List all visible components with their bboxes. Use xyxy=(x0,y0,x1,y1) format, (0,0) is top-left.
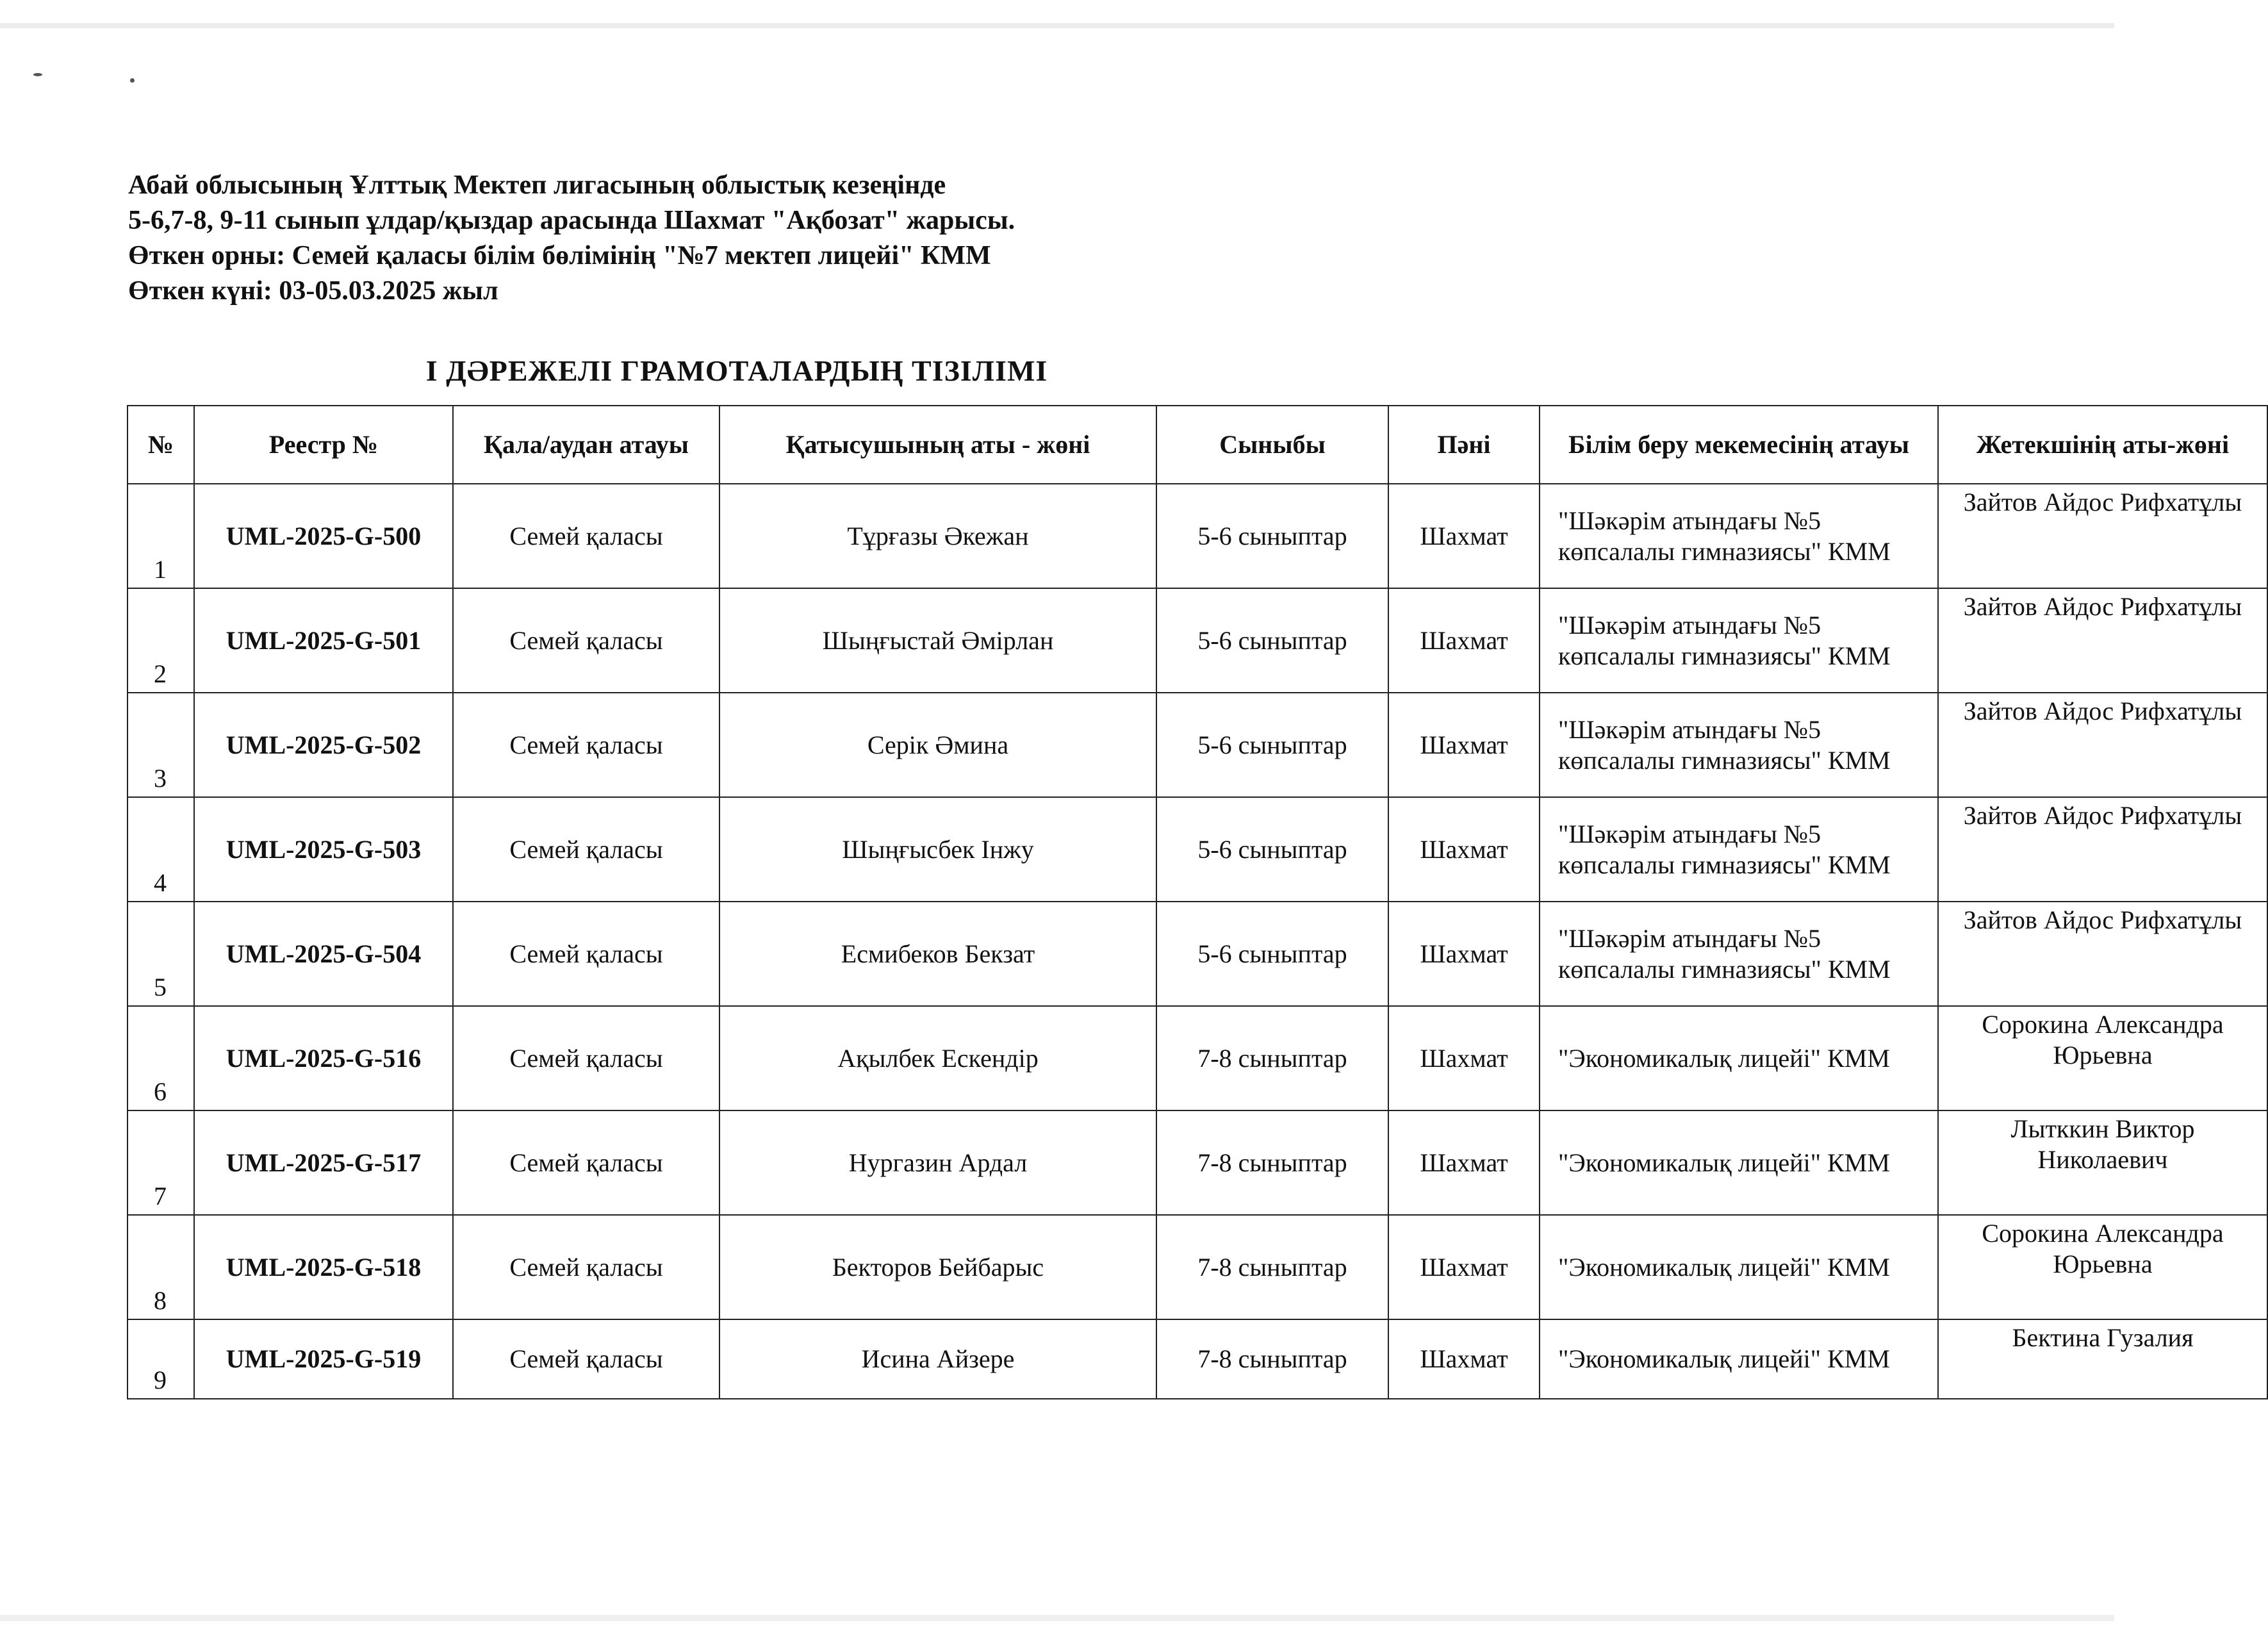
table-body xyxy=(127,484,2267,1399)
school-cell: "Экономикалық лицейі" КММ xyxy=(1540,1215,1938,1319)
participant-name-cell: Ақылбек Ескендір xyxy=(719,1006,1156,1110)
school-cell: "Экономикалық лицейі" КММ xyxy=(1540,1006,1938,1110)
row-number-cell: 7 xyxy=(127,1110,194,1215)
city-cell: Семей қаласы xyxy=(453,902,719,1006)
leader-cell: Зайтов Айдос Рифхатұлы xyxy=(1938,902,2267,1006)
school-cell: "Шәкәрім атындағы №5 көпсалалы гимназиясы" КММ xyxy=(1540,797,1938,902)
grade-cell: 5-6 сыныптар xyxy=(1156,902,1388,1006)
scan-edge-bottom xyxy=(0,1615,2114,1621)
table-header-row xyxy=(127,406,2267,484)
grade-cell: 5-6 сыныптар xyxy=(1156,693,1388,797)
column-header-number: № xyxy=(127,406,194,484)
grade-cell: 5-6 сыныптар xyxy=(1156,484,1388,588)
registry-number-cell: UML-2025-G-504 xyxy=(194,902,453,1006)
subject-cell: Шахмат xyxy=(1388,797,1540,902)
scan-speck xyxy=(130,78,135,83)
leader-cell: Лытккин Виктор Николаевич xyxy=(1938,1110,2267,1215)
table-row xyxy=(127,484,2267,588)
leader-cell: Бектина Гузалия xyxy=(1938,1319,2267,1399)
city-cell: Семей қаласы xyxy=(453,1319,719,1399)
header-line: 5-6,7-8, 9-11 сынып ұлдар/қыздар арасында Шахмат "Ақбозат" жарысы. xyxy=(128,206,1015,235)
registry-number-cell: UML-2025-G-501 xyxy=(194,588,453,693)
city-cell: Семей қаласы xyxy=(453,588,719,693)
table-row xyxy=(127,1215,2267,1319)
participant-name-cell: Серік Әмина xyxy=(719,693,1156,797)
registry-number-cell: UML-2025-G-517 xyxy=(194,1110,453,1215)
row-number-cell: 2 xyxy=(127,588,194,693)
table-row xyxy=(127,797,2267,902)
registry-number-cell: UML-2025-G-519 xyxy=(194,1319,453,1399)
participant-name-cell: Шыңғысбек Інжу xyxy=(719,797,1156,902)
registry-number-cell: UML-2025-G-516 xyxy=(194,1006,453,1110)
city-cell: Семей қаласы xyxy=(453,1215,719,1319)
participant-name-cell: Шыңғыстай Әмірлан xyxy=(719,588,1156,693)
grade-cell: 7-8 сыныптар xyxy=(1156,1006,1388,1110)
grade-cell: 7-8 сыныптар xyxy=(1156,1110,1388,1215)
table-row xyxy=(127,1319,2267,1399)
table-row xyxy=(127,693,2267,797)
leader-cell: Зайтов Айдос Рифхатұлы xyxy=(1938,693,2267,797)
school-cell: "Шәкәрім атындағы №5 көпсалалы гимназиясы" КММ xyxy=(1540,693,1938,797)
subject-cell: Шахмат xyxy=(1388,693,1540,797)
subject-cell: Шахмат xyxy=(1388,484,1540,588)
city-cell: Семей қаласы xyxy=(453,1110,719,1215)
table-row xyxy=(127,588,2267,693)
column-header-school: Білім беру мекемесінің атауы xyxy=(1540,406,1938,484)
school-cell: "Шәкәрім атындағы №5 көпсалалы гимназиясы" КММ xyxy=(1540,902,1938,1006)
scan-edge-top xyxy=(0,23,2114,28)
row-number-cell: 8 xyxy=(127,1215,194,1319)
column-header-participant: Қатысушының аты - жөні xyxy=(719,406,1156,484)
leader-cell: Зайтов Айдос Рифхатұлы xyxy=(1938,797,2267,902)
table-row xyxy=(127,1110,2267,1215)
awards-table-container xyxy=(127,405,2242,1394)
registry-number-cell: UML-2025-G-503 xyxy=(194,797,453,902)
participant-name-cell: Исина Айзере xyxy=(719,1319,1156,1399)
subject-cell: Шахмат xyxy=(1388,902,1540,1006)
city-cell: Семей қаласы xyxy=(453,484,719,588)
school-cell: "Шәкәрім атындағы №5 көпсалалы гимназиясы" КММ xyxy=(1540,484,1938,588)
subject-cell: Шахмат xyxy=(1388,1215,1540,1319)
grade-cell: 5-6 сыныптар xyxy=(1156,797,1388,902)
subject-cell: Шахмат xyxy=(1388,588,1540,693)
registry-number-cell: UML-2025-G-500 xyxy=(194,484,453,588)
registry-number-cell: UML-2025-G-502 xyxy=(194,693,453,797)
document-header xyxy=(128,168,1015,309)
scan-speck xyxy=(33,73,42,76)
header-line: Абай облысының Ұлттық Мектеп лигасының облыстық кезеңінде xyxy=(128,170,946,200)
subject-cell: Шахмат xyxy=(1388,1110,1540,1215)
participant-name-cell: Бекторов Бейбарыс xyxy=(719,1215,1156,1319)
city-cell: Семей қаласы xyxy=(453,1006,719,1110)
subject-cell: Шахмат xyxy=(1388,1006,1540,1110)
grade-cell: 7-8 сыныптар xyxy=(1156,1319,1388,1399)
school-cell: "Экономикалық лицейі" КММ xyxy=(1540,1110,1938,1215)
table-row xyxy=(127,1006,2267,1110)
subject-cell: Шахмат xyxy=(1388,1319,1540,1399)
list-title: І ДӘРЕЖЕЛІ ГРАМОТАЛАРДЫҢ ТІЗІЛІМІ xyxy=(425,354,1048,387)
header-line: Өткен күні: 03-05.03.2025 жыл xyxy=(128,276,498,306)
leader-cell: Сорокина Александра Юрьевна xyxy=(1938,1006,2267,1110)
participant-name-cell: Есмибеков Бекзат xyxy=(719,902,1156,1006)
column-header-city: Қала/аудан атауы xyxy=(453,406,719,484)
leader-cell: Зайтов Айдос Рифхатұлы xyxy=(1938,484,2267,588)
leader-cell: Сорокина Александра Юрьевна xyxy=(1938,1215,2267,1319)
column-header-grade: Сыныбы xyxy=(1156,406,1388,484)
awards-table xyxy=(127,405,2268,1399)
participant-name-cell: Нургазин Ардал xyxy=(719,1110,1156,1215)
row-number-cell: 3 xyxy=(127,693,194,797)
table-row xyxy=(127,902,2267,1006)
registry-number-cell: UML-2025-G-518 xyxy=(194,1215,453,1319)
row-number-cell: 6 xyxy=(127,1006,194,1110)
school-cell: "Экономикалық лицейі" КММ xyxy=(1540,1319,1938,1399)
city-cell: Семей қаласы xyxy=(453,693,719,797)
row-number-cell: 9 xyxy=(127,1319,194,1399)
header-line: Өткен орны: Семей қаласы білім бөлімінің "№7 мектеп лицейі" КММ xyxy=(128,241,991,270)
grade-cell: 7-8 сыныптар xyxy=(1156,1215,1388,1319)
row-number-cell: 4 xyxy=(127,797,194,902)
row-number-cell: 1 xyxy=(127,484,194,588)
leader-cell: Зайтов Айдос Рифхатұлы xyxy=(1938,588,2267,693)
city-cell: Семей қаласы xyxy=(453,797,719,902)
school-cell: "Шәкәрім атындағы №5 көпсалалы гимназиясы" КММ xyxy=(1540,588,1938,693)
column-header-registry: Реестр № xyxy=(194,406,453,484)
grade-cell: 5-6 сыныптар xyxy=(1156,588,1388,693)
row-number-cell: 5 xyxy=(127,902,194,1006)
participant-name-cell: Тұрғазы Әкежан xyxy=(719,484,1156,588)
column-header-subject: Пәні xyxy=(1388,406,1540,484)
column-header-leader: Жетекшінің аты-жөні xyxy=(1938,406,2267,484)
